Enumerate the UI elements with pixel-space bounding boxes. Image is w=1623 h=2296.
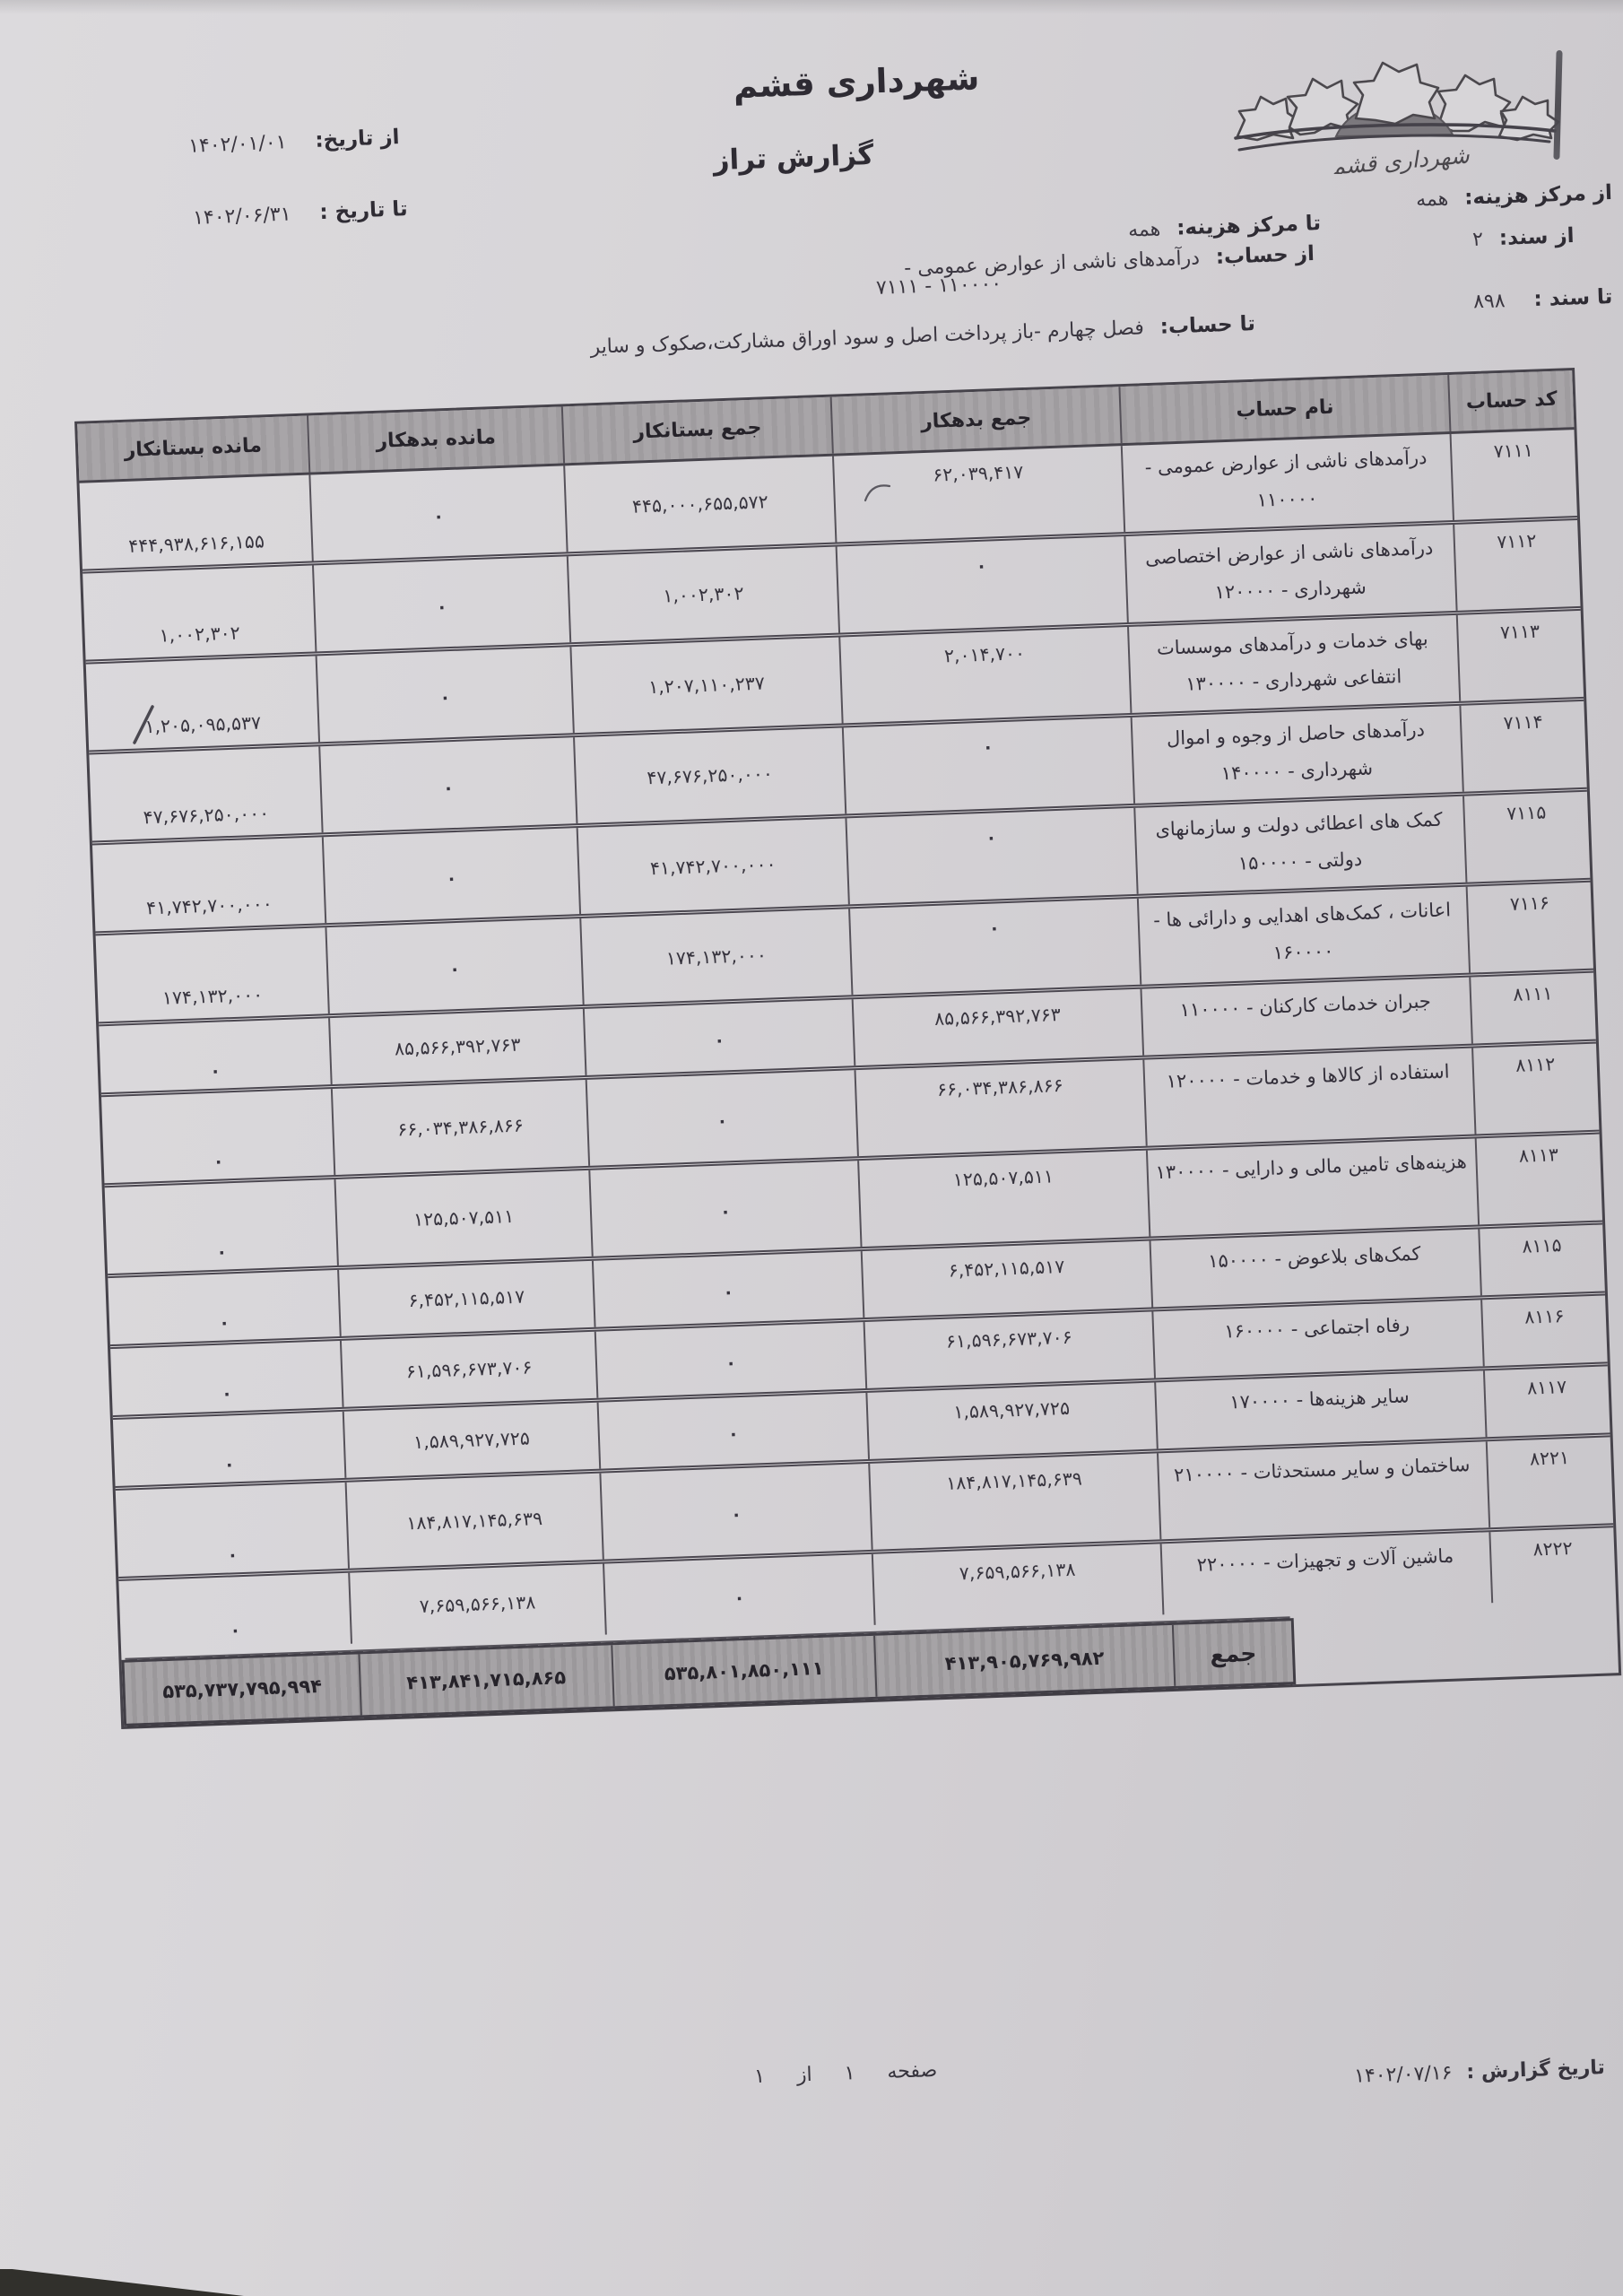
account-code: ۸۱۱۱ — [1512, 982, 1553, 1005]
report-date-label: تاریخ گزارش : — [1466, 2057, 1606, 2084]
debit-total-value: . — [987, 824, 995, 845]
credit-total-cell — [595, 1322, 865, 1398]
account-code-cell — [1462, 792, 1590, 883]
credit-balance-value: . — [231, 1617, 239, 1638]
credit-total-value: . — [721, 1198, 729, 1219]
account-name-cell: درآمدهای ناشی از عوارض عمومی - ۱۱۰۰۰۰ — [1121, 434, 1453, 532]
to-cost-center-label: تا مرکز هزینه: — [1176, 212, 1322, 240]
debit-total-cell — [842, 718, 1133, 813]
account-name-cell: جبران خدمات کارکنان - ۱۱۰۰۰۰ — [1140, 978, 1471, 1056]
page-word: صفحه — [886, 2059, 938, 2083]
account-code-cell — [1450, 430, 1577, 520]
credit-balance-cell — [82, 566, 315, 660]
filter-from-doc — [1471, 224, 1574, 251]
debit-balance-value: . — [441, 684, 449, 705]
account-code: ۷۱۱۴ — [1503, 710, 1544, 735]
credit-total-cell — [579, 909, 851, 1004]
debit-total-value: ۱۲۵,۵۰۷,۵۱۱ — [952, 1165, 1055, 1191]
credit-total-value: . — [725, 1279, 733, 1300]
account-name-cell: درآمدهای ناشی از عوارض اختصاصی شهرداری - ۱۲۰۰۰۰ — [1124, 525, 1455, 622]
header-account-code: کد حساب — [1447, 370, 1574, 431]
credit-balance-value: ۱,۰۰۲,۳۰۲ — [159, 622, 241, 647]
debit-total-cell — [868, 1453, 1159, 1549]
account-code-cell — [1466, 883, 1593, 973]
credit-balance-cell — [92, 837, 325, 931]
account-code-cell — [1459, 701, 1586, 792]
credit-balance-value: . — [225, 1451, 233, 1472]
credit-total-cell — [599, 1464, 871, 1560]
debit-total-value: ۷,۶۵۹,۵۶۶,۱۳۸ — [959, 1558, 1076, 1585]
debit-balance-value: ۶۱,۵۹۶,۶۷۳,۷۰۶ — [405, 1356, 533, 1383]
from-cost-center-value: همه — [1415, 187, 1449, 212]
total-credit-cell — [611, 1636, 876, 1706]
total-pages: ۱ — [753, 2065, 766, 2089]
debit-balance-cell — [328, 1009, 585, 1084]
account-code-cell — [1483, 1366, 1610, 1437]
debit-balance-value: . — [451, 955, 459, 977]
account-code: ۷۱۱۲ — [1496, 529, 1537, 553]
credit-balance-value: . — [222, 1380, 230, 1401]
credit-total-cell — [583, 999, 854, 1075]
credit-total-cell — [603, 1554, 874, 1635]
account-code: ۸۱۱۲ — [1515, 1053, 1556, 1076]
credit-total-value: . — [718, 1108, 726, 1128]
account-code-cell — [1478, 1224, 1605, 1295]
account-code-cell — [1453, 520, 1580, 611]
debit-balance-value: ۱,۵۸۹,۹۲۷,۷۲۵ — [412, 1427, 531, 1454]
credit-balance-cell — [116, 1483, 348, 1577]
credit-balance-cell — [108, 1270, 339, 1344]
credit-balance-value: . — [214, 1148, 222, 1169]
credit-total-value: . — [729, 1421, 737, 1441]
account-name-cell: کمک های اعطائی دولت و سازمانهای دولتی - ۱۵۰۰۰۰ — [1133, 796, 1465, 894]
credit-balance-cell — [89, 746, 321, 840]
filter-from-cost-center — [1416, 181, 1613, 212]
credit-total-cell — [563, 457, 835, 552]
debit-balance-value: ۶۶,۰۳۴,۳۸۶,۸۶۶ — [396, 1114, 525, 1141]
to-cost-center-value: همه — [1127, 218, 1161, 242]
debit-total-value: . — [990, 915, 998, 935]
credit-total-cell — [567, 547, 838, 643]
debit-total-value: ۶۲,۰۳۹,۴۱۷ — [932, 461, 1024, 486]
report-date — [1354, 2057, 1606, 2088]
credit-total-value: . — [716, 1027, 724, 1048]
credit-balance-value: ۱,۲۰۵,۰۹۵,۵۳۷ — [144, 711, 262, 738]
account-name-cell: استفاده از کالاها و خدمات - ۱۲۰۰۰۰ — [1142, 1048, 1474, 1146]
credit-balance-cell — [86, 656, 318, 750]
account-name-cell: ساختمان و سایر مستحدثات - ۲۱۰۰۰۰ — [1157, 1441, 1488, 1539]
total-label-cell: جمع — [1171, 1621, 1293, 1686]
account-code: ۷۱۱۳ — [1499, 620, 1541, 644]
total-credit-balance-cell — [125, 1654, 360, 1723]
credit-balance-cell — [113, 1412, 344, 1486]
filter-to-date — [193, 197, 408, 230]
debit-total-cell — [848, 899, 1140, 995]
debit-total-cell — [845, 808, 1136, 904]
debit-total-cell — [832, 446, 1124, 542]
debit-total-value: . — [977, 552, 985, 573]
debit-total-cell — [857, 1151, 1149, 1247]
debit-total-value: ۸۵,۵۶۶,۳۹۲,۷۶۳ — [933, 1003, 1062, 1030]
account-name-cell: اعانات ، کمک‌های اهدایی و دارائی ها - ۱۶۰۰۰۰ — [1137, 887, 1469, 985]
debit-balance-cell — [334, 1170, 591, 1265]
credit-balance-value: . — [221, 1309, 229, 1330]
from-account-value-line1: درآمدهای ناشی از عوارض عمومی - — [904, 247, 1201, 280]
account-code-cell — [1486, 1437, 1613, 1527]
account-name-cell: سایر هزینه‌ها - ۱۷۰۰۰۰ — [1154, 1370, 1485, 1448]
debit-total-cell — [864, 1312, 1154, 1388]
to-date-value: ۱۴۰۲/۰۶/۳۱ — [193, 203, 292, 230]
account-code: ۷۱۱۵ — [1506, 801, 1547, 825]
debit-total-value: ۶۶,۰۳۴,۳۸۶,۸۶۶ — [936, 1074, 1064, 1100]
credit-balance-cell — [105, 1179, 337, 1274]
filter-to-doc — [1472, 285, 1612, 313]
debit-balance-value: ۸۵,۵۶۶,۳۹۲,۷۶۳ — [394, 1033, 521, 1060]
of-word: از — [796, 2063, 812, 2087]
debit-total-cell — [855, 1060, 1146, 1156]
filter-from-account-wrap: ۱۱۰۰۰۰ - ۷۱۱۱ — [875, 273, 1002, 300]
debit-total-value: ۶,۴۵۲,۱۱۵,۵۱۷ — [948, 1255, 1065, 1282]
debit-total-cell — [872, 1544, 1163, 1624]
debit-balance-cell — [322, 828, 579, 923]
account-name-cell: درآمدهای حاصل از وجوه و اموال شهرداری - ۱۴۰۰۰۰ — [1131, 706, 1462, 804]
header-credit-total: جمع بستانکار — [561, 397, 832, 464]
page-indicator — [721, 2059, 937, 2089]
credit-total-cell — [586, 1070, 857, 1166]
debit-balance-cell — [348, 1564, 605, 1644]
total-debit-balance-value: ۴۱۳,۸۴۱,۷۱۵,۸۶۵ — [405, 1666, 567, 1694]
logo-rock-shape — [1438, 75, 1510, 131]
debit-balance-value: . — [444, 775, 452, 796]
debit-total-value: ۱,۵۸۹,۹۲۷,۷۲۵ — [952, 1396, 1071, 1423]
debit-total-value: ۲,۰۱۴,۷۰۰ — [943, 642, 1026, 667]
account-code-cell — [1469, 973, 1596, 1044]
total-debit-cell — [873, 1625, 1174, 1697]
municipality-logo-drawing — [1230, 32, 1560, 174]
debit-balance-cell — [325, 918, 582, 1013]
debit-total-cell — [852, 989, 1142, 1065]
total-credit-value: ۵۳۵,۸۰۱,۸۵۰,۱۱۱ — [664, 1657, 824, 1685]
debit-total-value: ۱۸۴,۸۱۷,۱۴۵,۶۳۹ — [945, 1467, 1083, 1494]
total-debit-balance-cell — [358, 1645, 612, 1715]
account-name-cell: هزینه‌های تامین مالی و دارایی - ۱۳۰۰۰۰ — [1146, 1139, 1478, 1237]
account-code-cell — [1475, 1135, 1602, 1225]
debit-balance-cell — [331, 1080, 588, 1175]
account-name-cell: ماشین آلات و تجهیزات - ۲۲۰۰۰۰ — [1160, 1532, 1492, 1614]
debit-balance-value: . — [438, 594, 446, 614]
to-date-label: تا تاریخ : — [319, 197, 409, 225]
account-code: ۷۱۱۱ — [1493, 439, 1534, 463]
account-code-cell — [1488, 1527, 1616, 1603]
debit-balance-cell — [308, 465, 566, 561]
debit-balance-cell — [345, 1474, 603, 1569]
from-doc-value: ۲ — [1471, 228, 1483, 251]
from-account-label: از حساب: — [1215, 242, 1315, 269]
account-code-cell — [1471, 1044, 1599, 1135]
account-name-cell: رفاه اجتماعی - ۱۶۰۰۰۰ — [1151, 1300, 1482, 1378]
credit-balance-value: ۴۴۴,۹۳۸,۶۱۶,۱۵۵ — [127, 530, 265, 557]
municipality-logo — [1230, 32, 1560, 174]
account-code: ۸۲۲۲ — [1532, 1536, 1574, 1561]
credit-total-cell — [569, 638, 841, 734]
credit-total-value: ۱,۲۰۷,۱۱۰,۲۳۷ — [647, 672, 766, 699]
credit-total-value: ۱۷۴,۱۳۲,۰۰۰ — [665, 944, 768, 970]
total-credit-balance-value: ۵۳۵,۷۳۷,۷۹۵,۹۹۴ — [161, 1674, 323, 1703]
debit-balance-cell — [318, 737, 576, 832]
filter-from-date — [187, 126, 399, 158]
account-code: ۸۱۱۶ — [1523, 1305, 1565, 1328]
debit-total-value: ۶۱,۵۹۶,۶۷۳,۷۰۶ — [945, 1326, 1073, 1352]
credit-total-value: ۱,۰۰۲,۳۰۲ — [662, 582, 744, 607]
credit-total-value: ۴۱,۷۴۲,۷۰۰,۰۰۰ — [649, 853, 777, 880]
from-cost-center-label: از مرکز هزینه: — [1463, 181, 1613, 210]
debit-balance-cell — [337, 1261, 594, 1336]
logo-caption: شهرداری قشم — [1330, 142, 1471, 174]
account-name-cell: کمک‌های بلاعوض - ۱۵۰۰۰۰ — [1150, 1229, 1480, 1307]
account-code-cell — [1480, 1295, 1608, 1366]
credit-total-cell — [573, 727, 845, 823]
account-code: ۸۱۱۳ — [1518, 1144, 1559, 1167]
debit-total-cell — [836, 536, 1127, 632]
filter-to-cost-center — [1128, 212, 1322, 241]
debit-total-cell — [861, 1241, 1151, 1318]
credit-balance-cell — [118, 1573, 351, 1652]
scan-bed-corner — [0, 2269, 244, 2296]
debit-balance-value: ۱۲۵,۵۰۷,۵۱۱ — [412, 1205, 515, 1231]
report-title: گزارش تراز — [713, 138, 874, 178]
debit-balance-value: ۷,۶۵۹,۵۶۶,۱۳۸ — [419, 1590, 536, 1617]
to-account-value: فصل چهارم -باز پرداخت اصل و سود اوراق مشارکت،صکوک و سایر — [590, 317, 1145, 359]
debit-balance-cell — [312, 556, 569, 651]
credit-balance-cell — [101, 1089, 334, 1183]
credit-total-value: ۴۷,۶۷۶,۲۵۰,۰۰۰ — [646, 762, 774, 789]
credit-balance-cell — [80, 475, 312, 570]
credit-balance-cell — [96, 927, 328, 1022]
debit-balance-value: . — [447, 865, 456, 886]
debit-balance-value: ۶,۴۵۲,۱۱۵,۵۱۷ — [408, 1285, 525, 1312]
to-doc-label: تا سند : — [1532, 285, 1613, 312]
page-title: شهرداری قشم — [733, 58, 980, 106]
total-debit-value: ۴۱۳,۹۰۵,۷۶۹,۹۸۲ — [944, 1647, 1105, 1675]
account-code: ۸۲۲۱ — [1529, 1447, 1570, 1470]
credit-total-cell — [577, 818, 848, 914]
from-doc-label: از سند: — [1497, 224, 1575, 250]
credit-total-cell — [588, 1161, 860, 1257]
header-debit-balance: مانده بدهکار — [307, 406, 563, 472]
report-date-value: ۱۴۰۲/۰۷/۱۶ — [1353, 2061, 1454, 2088]
to-doc-value: ۸۹۸ — [1472, 290, 1506, 314]
debit-balance-cell — [340, 1332, 596, 1407]
credit-total-value: . — [726, 1350, 734, 1370]
balance-table — [74, 368, 1621, 1729]
credit-balance-value: . — [211, 1057, 219, 1078]
credit-balance-value: . — [218, 1239, 226, 1259]
debit-balance-value: ۱۸۴,۸۱۷,۱۴۵,۶۳۹ — [405, 1508, 543, 1535]
credit-total-value: . — [733, 1501, 741, 1522]
from-date-value: ۱۴۰۲/۰۱/۰۱ — [187, 131, 287, 158]
credit-total-cell — [597, 1393, 868, 1469]
page-number: ۱ — [843, 2062, 855, 2085]
debit-total-value: . — [984, 734, 992, 754]
credit-total-value: . — [735, 1584, 743, 1605]
credit-balance-value: ۴۱,۷۴۲,۷۰۰,۰۰۰ — [145, 892, 273, 919]
account-code: ۸۱۱۵ — [1522, 1234, 1562, 1257]
debit-total-cell — [865, 1382, 1156, 1458]
account-name-cell: بهای خدمات و درآمدهای موسسات انتفاعی شهرداری - ۱۳۰۰۰۰ — [1127, 615, 1459, 713]
table-body — [80, 430, 1617, 1652]
debit-total-cell — [838, 627, 1130, 723]
header-debit-total: جمع بدهکار — [830, 387, 1121, 453]
debit-balance-cell — [316, 647, 573, 742]
account-code-cell — [1456, 611, 1584, 701]
credit-balance-cell — [99, 1018, 330, 1092]
credit-total-value: ۴۴۵,۰۰۰,۶۵۵,۵۷۲ — [631, 491, 769, 517]
from-date-label: از تاریخ: — [314, 126, 400, 152]
header-account-name: نام حساب — [1118, 375, 1449, 443]
header-credit-balance: مانده بستانکار — [124, 434, 263, 462]
logo-rock-shape — [1354, 63, 1438, 124]
credit-total-cell — [592, 1251, 863, 1327]
account-code: ۷۱۱۶ — [1509, 891, 1550, 915]
credit-balance-cell — [110, 1341, 342, 1415]
filter-to-account — [590, 312, 1255, 359]
account-code: ۸۱۱۷ — [1526, 1376, 1567, 1399]
to-account-label: تا حساب: — [1159, 312, 1256, 339]
credit-balance-value: ۴۷,۶۷۶,۲۵۰,۰۰۰ — [143, 802, 270, 829]
credit-balance-value: . — [229, 1542, 237, 1562]
debit-balance-value: . — [434, 503, 442, 524]
credit-balance-value: ۱۷۴,۱۳۲,۰۰۰ — [161, 983, 264, 1009]
debit-balance-cell — [343, 1403, 599, 1478]
